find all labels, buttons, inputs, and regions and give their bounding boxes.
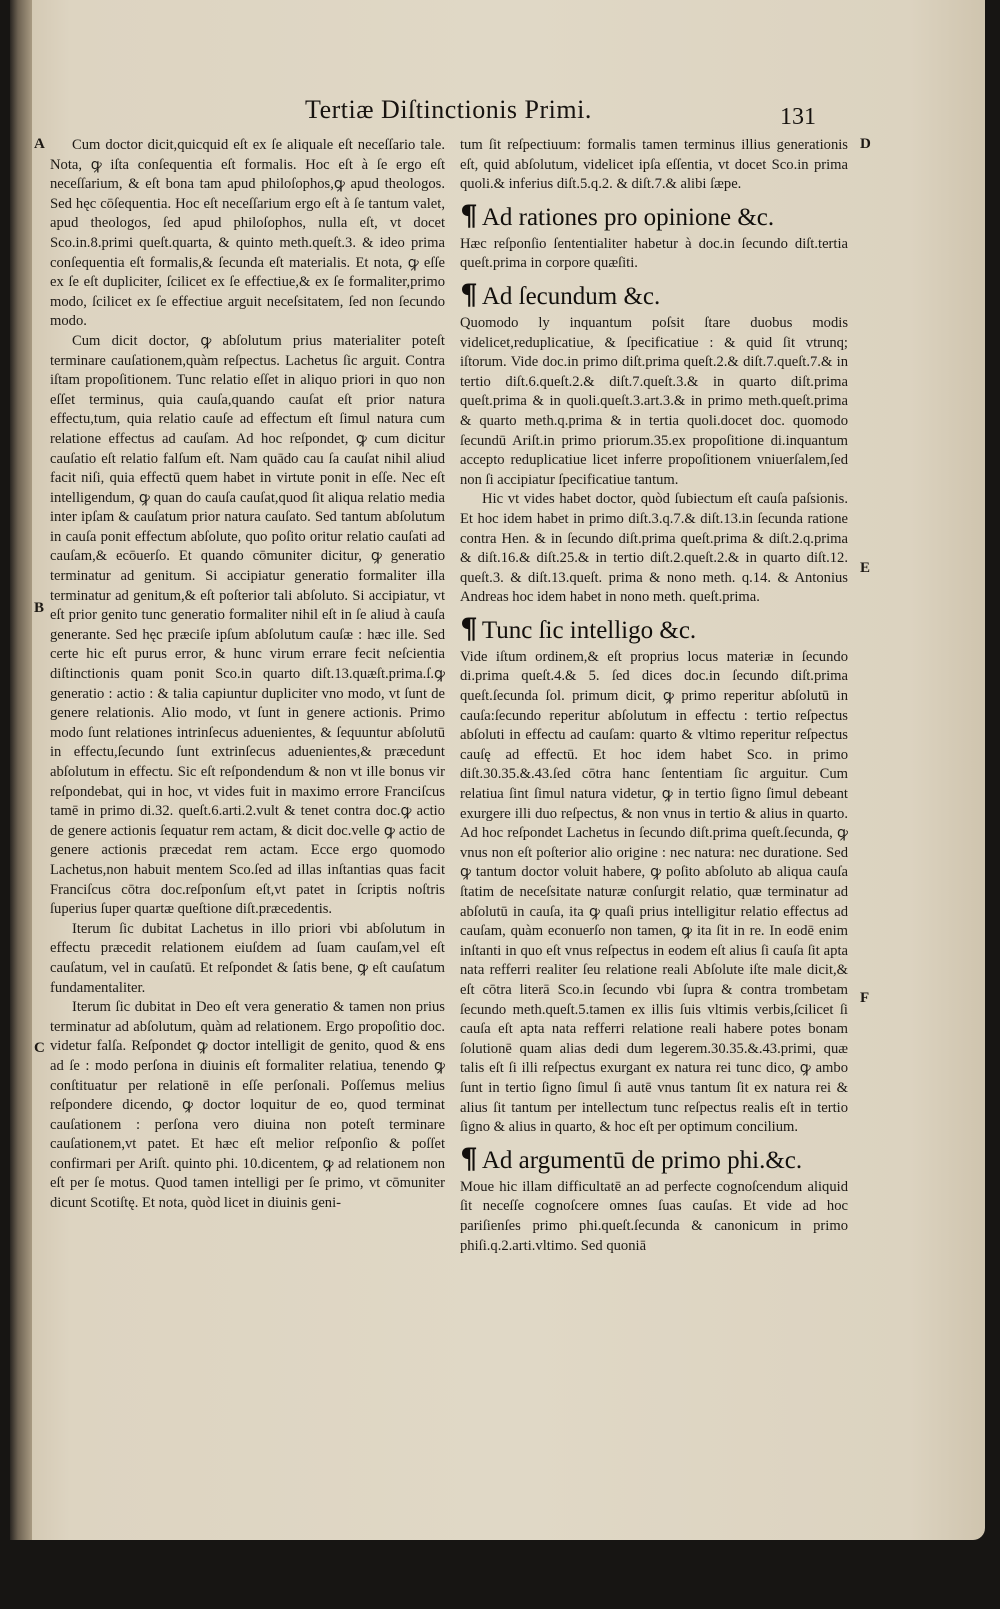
margin-letter-b: B bbox=[34, 600, 45, 616]
margin-letter-f: F bbox=[860, 990, 870, 1006]
left-column bbox=[50, 136, 445, 1214]
paragraph: Iterum ſic dubitat in Deo eſt vera generatio & tamen non prius terminatur ad abſolutum, quàm ad relationem. Ergo propoſitio doc. videtur falſa. Reſpondet ꝙ doctor intelligit de genito, quod & ens ad ſe : modo perſona in diuinis eſt formaliter relatiua, tenendo ꝙ conſtituatur per relationē in eſſe perſonali. Poſſemus melius reſpondere dicendo, ꝙ doctor loquitur de eo, quod terminat cauſationem : perſona vero diuina non poteſt terminare cauſationem,vt patet. Et hæc eſt melior reſponſio & poſſet confirmari per Ariſt. quinto phi. 10.dicentem, ꝙ ad relationem non eſt per ſe motus. Quod tamen intelligi per ſe primo, vt cōmuniter dicunt Scotiſtę. Et nota, quòd licet in diuinis geni- bbox=[50, 999, 445, 1212]
paragraph: Hic vt vides habet doctor, quòd ſubiectum eſt cauſa paſsionis. Et hoc idem habet in primo diſt.3.q.7.& diſt.13.in ſecunda ratione contra Hen. & in ſecundo diſt.prima queſt.prima & diſt.2.q.prima & diſt.16.& diſt.25.& in tertio diſt.2.queſt.2.& in quarto diſt.12. queſt.3. & diſt.13.queſt. prima & nono meth. q.14. & Antonius Andreas hoc idem habet in nono meth. queſt.prima. bbox=[460, 491, 848, 606]
section-heading bbox=[460, 611, 848, 646]
running-title: Tertiæ Diſtinctionis Primi. bbox=[305, 95, 592, 124]
section-title: Ad argumentū de primo phi.&c. bbox=[481, 1146, 803, 1174]
section-heading bbox=[460, 277, 848, 312]
pilcrow-icon: ¶ bbox=[460, 277, 478, 311]
paragraph: Hæc reſponſio ſententialiter habetur à doc.in ſecundo diſt.tertia queſt.prima in corpore quæſiti. bbox=[460, 235, 848, 272]
paragraph: Cum dicit doctor, ꝙ abſolutum prius materialiter poteſt terminare cauſationem,quàm reſpectus. Lachetus ſic arguit. Contra iſtam propoſitionem. Tunc relatio eſſet in aliquo priori in quo non eſſet terminus, quia cauſa,quando cauſat eſt prior natura effectu,tum, quia relatio cauſe ad effectum eſt ſimul natura cum relatione effectus ad cauſam. Ad hoc reſpondet, ꝙ cum dicitur cauſatio eſt relatio falſum eſt. Nam quādo cau ſa cauſat nihil aliud facit niſi, quia effectū quem habet in virtute ponit in eſſe. Nec eſt intelligendum, ꝙ quan do cauſa cauſat,quod ſit aliqua relatio media inter ipſam & cauſatum prior natura cauſato. Sed tantum abſolutum in cauſa ponit effectum abſolute, quo poſito oritur relatio cauſati ad cauſam,& ecōuerſo. Et quando cōmuniter dicitur, ꝙ generatio terminatur ad genitum. Si accipiatur generatio formaliter illa terminatur ad genitum,& eſt poſterior tali abſoluto. Si accipiatur, vt eſt prior genito tunc generatio formaliter nihil eſt in ſe aliud à cauſa generante. Sed hęc præciſe ipſum abſolutum cauſæ : hæc ille. Sed certe hic eſt purus error, & hunc virum errare fecit neſcientia diſtinctionis quam ponit Sco.in quarto diſt.13.quæſt.prima.ſ.ꝙ generatio : actio : & talia capiuntur dupliciter vno modo, vt ſunt de genere relationis. Alio modo, vt ſunt in genere actionis. Primo modo ſunt relationes intrinſecus aduenientes, & ſequuntur abſolutū in effectu,ſecundo ſunt extrinſecus aduenientes,& præcedunt abſolutum in effectu. Sic eſt reſpondendum & non vt ille bonus vir reſpondebat, qui in hoc, vt vides fuit in maximo errore Franciſcus tamē in primo di.32. queſt.6.arti.2.vult & tenet contra doc.ꝙ actio de genere actionis ſequatur rem actam, & dicit doc.velle ꝙ actio de genere actionis præcedat rem actam. Ecce ergo quomodo Lachetus,non habuit mentem Sco.ſed ad illas inſtantias quas facit Franciſcus cōtra doc.reſponſum eſt,vt patet in ſcriptis noſtris ſuperius ſuper quartæ queſtione diſt.præcedentis. bbox=[50, 332, 445, 918]
margin-letter-e: E bbox=[860, 560, 871, 576]
section-title: Tunc ſic intelligo &c. bbox=[481, 616, 697, 644]
margin-letter-c: C bbox=[34, 1040, 45, 1056]
pilcrow-icon: ¶ bbox=[460, 198, 478, 232]
pilcrow-icon: ¶ bbox=[460, 1141, 478, 1175]
right-column bbox=[460, 136, 848, 1256]
pilcrow-icon: ¶ bbox=[460, 611, 478, 645]
paragraph: Cum doctor dicit,quicquid eſt ex ſe aliquale eſt neceſſario tale. Nota, ꝙ iſta conſequentia eſt formalis. Hoc eſt à ſe ergo eſt neceſſarium, & eſt bona tam apud philoſophos,ꝙ apud theologos. Sed hęc cōſequentia. Hoc eſt neceſſarium ergo eſt à ſe tantum valet, apud theologos, ſed apud philoſophos, nulla eſt, vt docet Sco.in.8.primi queſt.quarta, & quinto meth.queſt.3. & ideo prima conſequentia eſt formalis,& ſecunda eſt materialis. Et nota, ꝙ eſſe ex ſe eſt dupliciter, ſcilicet ex ſe effectiue,& ex ſe formaliter,primo modo, ſcilicet ex ſe effectiue arguit neceſsitatem, ſed non ſecundo modo. bbox=[50, 137, 445, 330]
paragraph: tum ſit reſpectiuum: formalis tamen terminus illius generationis eſt, quid abſolutum, videlicet ipſa eſſentia, vt docet Sco.in prima quoli.& inferius diſt.5.q.2. & diſt.7.& alibi ſæpe. bbox=[460, 137, 848, 193]
paragraph: Moue hic illam difficultatē an ad perfecte cognoſcendum aliquid ſit neceſſe cognoſcere omnes ſuas cauſas. Et vide ad hoc pariſienſes primo phi.queſt.ſecunda & canonicum in primo phiſi.q.2.arti.vltimo. Sed quoniā bbox=[460, 1178, 848, 1254]
paragraph: Vide iſtum ordinem,& eſt proprius locus materiæ in ſecundo di.prima queſt.4.& 5. ſed dices doc.in ſecundo diſt.prima queſt.ſecunda ſol. primum dicit, ꝙ primo reperitur abſolutū in cauſa:ſecundo reperitur abſolutum in effectu : tertio reſpectus abſoluti in effectu ad cauſam: quarto & vltimo reperitur reſpectus cauſę ad effectū. Et hoc idem habet Sco. in primo diſt.30.35.&.43.ſed cōtra hanc ſententiam ſic arguitur. Cum relatiua ſint ſimul natura videtur, ꝙ in tertio ſigno ſimul debeant exurgere illi duo reſpectus, & non vnus in tertio & alius in quarto. Ad hoc reſpondet Lachetus in ſecundo diſt.prima queſt.ſecunda, ꝙ vnus non eſt poſterior alio origine : nec natura: nec duratione. Sed ꝙ tantum doctor voluit habere, ꝙ poſito abſoluto ab aliqua cauſa ſtatim de neceſsitate naturæ conſurgit relatio, quæ terminatur ad abſolutū in cauſa, ita ꝙ quaſi prius intelligitur relatio effectus ad cauſam, quàm econuerſo non tamen, ꝙ ita ſit in re. In eodē enim inſtanti in quo eſt vnus reſpectus in eodem eſt alius ſi cauſa ſit apta nata refferri realiter ſeu relatione reali Abſolute iſte male dicit,& eſt cōtra literā Sco.in ſecundo vbi ſupra & contra trombetam ſecundo meth.queſt.5.tamen ex illis ſuis vltimis verbis,ſcilicet ſi cauſa eſt apta nata refferri relatione reali habere potes bonam ſolutionē quam alias dedi dum legerem.30.35.&.43.primi, quæ talis eſt ſi illi reſpectus exurgant ex natura rei tunc dico, ꝙ ambo ſunt in tertio ſigno ſimul ſi autē vnus tantum ſit ex natura rei & alius ſit tantum per intellectum tunc reſpectus realis eſt in tertio ſigno & alius in quarto, & hoc eſt per optimum concilium. bbox=[460, 648, 848, 1136]
section-heading bbox=[460, 1141, 848, 1176]
margin-letter-a: A bbox=[34, 136, 45, 152]
paragraph: Iterum ſic dubitat Lachetus in illo priori vbi abſolutum in effectu præcedit relationem eiuſdem ad ſuam cauſam,vel eſt cauſatum, vel in cauſatū. Et reſpondet & ſatis bene, ꝙ eſt cauſatum fundamentaliter. bbox=[50, 920, 445, 996]
book-page bbox=[10, 0, 985, 1540]
section-title: Ad rationes pro opinione &c. bbox=[481, 203, 775, 231]
section-title: Ad ſecundum &c. bbox=[481, 282, 661, 310]
folio-number: 131 bbox=[780, 104, 816, 130]
page-gutter-shadow bbox=[10, 0, 32, 1540]
section-heading bbox=[460, 198, 848, 233]
paragraph: Quomodo ly inquantum poſsit ſtare duobus modis videlicet,reduplicatiue, & ſpecificatiue : & quid ſit vtrunq; iſtorum. Vide doc.in primo diſt.prima queſt.2.& diſt.7.queſt.7.& in tertio diſt.6.queſt.2.& diſt.7.queſt.3.& in quarto diſt.prima queſt.prima & in quoli.queſt.3.art.3.& in primo meth.queſt.prima & quarto meth.q.prima & in tertia quoli.docet doc. quomodo ſecundū Ariſt.in primo priorum.35.ex propoſitione di.inquantum accepto reduplicatiue licet inferre propoſitionem vniuerſalem,ſed non ſi accipiatur ſpecificatiue tantum. bbox=[460, 314, 848, 488]
margin-letter-d: D bbox=[860, 136, 871, 152]
